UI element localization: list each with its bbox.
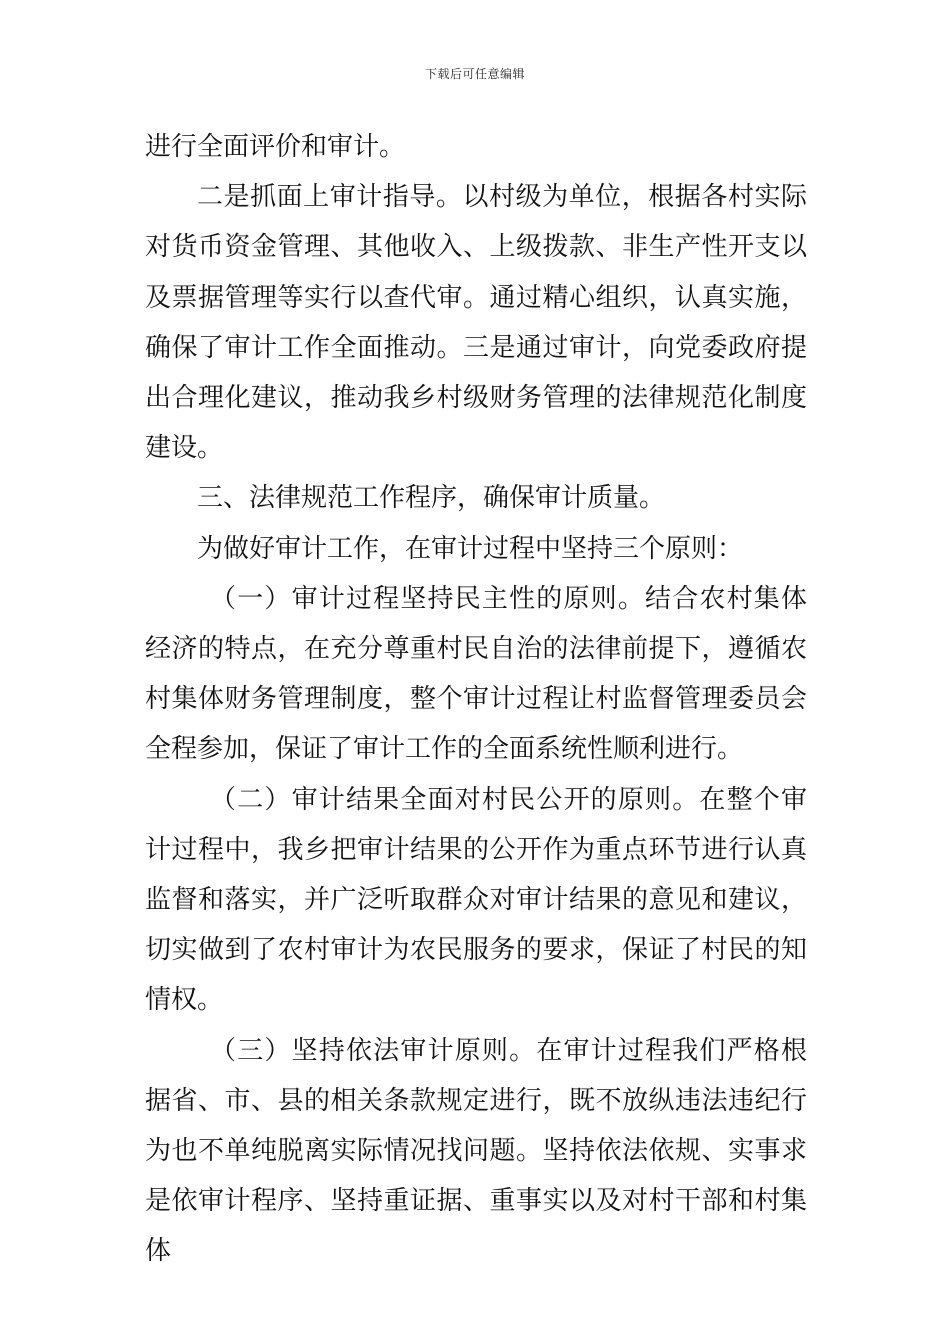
paragraph-second-point: 二是抓面上审计指导。以村级为单位，根据各村实际对货币资金管理、其他收入、上级拨款、非生产性开支以及票据管理等实行以查代审。通过精心组织，认真实施，确保了审计工作全面推动。三是通过审计，向党委政府提出合理化建议，推动我乡村级财务管理的法律规范化制度建设。 (145, 182, 807, 464)
paragraph-principle-three: （三）坚持依法审计原则。在审计过程我们严格根据省、市、县的相关条款规定进行，既不放纵违法违纪行为也不单纯脱离实际情况找问题。坚持依法依规、实事求是依审计程序、坚持重证据、重事实以及对村干部和村集体 (145, 1035, 807, 1267)
paragraph-principle-one: （一）审计过程坚持民主性的原则。结合农村集体经济的特点，在充分尊重村民自治的法律前提下，遵循农村集体财务管理制度，整个审计过程让村监督管理委员会全程参加，保证了审计工作的全面系统性顺利进行。 (145, 583, 807, 765)
paragraph-principle-two: （二）审计结果全面对村民公开的原则。在整个审计过程中，我乡把审计结果的公开作为重点环节进行认真监督和落实，并广泛听取群众对审计结果的意见和建议，切实做到了农村审计为农民服务的要求，保证了村民的知情权。 (145, 784, 807, 1016)
header-note: 下载后可任意编辑 (424, 67, 525, 81)
paragraph-continuation: 进行全面评价和审计。 (145, 132, 406, 162)
paragraph-principles-intro: 为做好审计工作，在审计过程中坚持三个原则： (197, 533, 744, 564)
document-body (145, 122, 807, 1277)
section-heading-three: 三、法律规范工作程序，确保审计质量。 (197, 483, 666, 514)
